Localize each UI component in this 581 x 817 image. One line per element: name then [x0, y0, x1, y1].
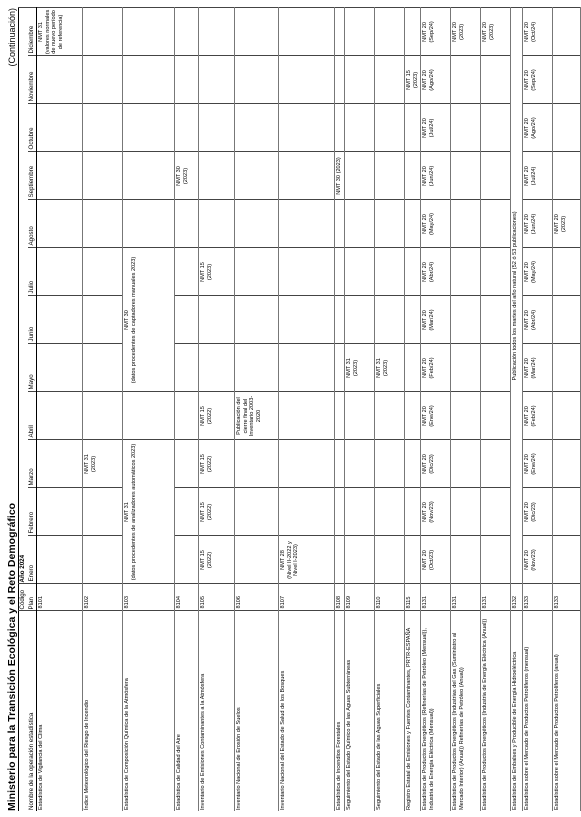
schedule-cell [235, 8, 279, 56]
schedule-cell: NMT 31 (2023) [375, 344, 405, 392]
schedule-cell [481, 56, 511, 104]
schedule-cell [123, 8, 175, 56]
operation-name: Estadística sobre el Mercado de Productos Petrolíferos (mensual) [523, 611, 553, 811]
schedule-cell: NMT 30 (2023) [335, 152, 345, 200]
schedule-cell: NMT 31 (2023) [345, 344, 375, 392]
schedule-cell [279, 8, 335, 56]
schedule-cell [175, 488, 199, 536]
schedule-cell [481, 152, 511, 200]
schedule-cell [345, 8, 375, 56]
schedule-cell: NMT 20 (2023) [553, 200, 581, 248]
schedule-cell [123, 56, 175, 104]
schedule-cell [123, 392, 175, 440]
schedule-cell: NMT 20 (2023) [481, 8, 511, 56]
schedule-cell [405, 200, 421, 248]
schedule-cell [345, 104, 375, 152]
schedule-cell: NMT 15 (2023) [405, 56, 421, 104]
schedule-cell [37, 56, 83, 104]
operation-name: Estadística de Calidad del Aire [175, 611, 199, 811]
schedule-cell [83, 104, 123, 152]
schedule-cell [235, 488, 279, 536]
operation-name: Seguimiento del Estado de las Aguas Superficiales [375, 611, 405, 811]
schedule-cell [481, 344, 511, 392]
schedule-cell: NMT 31 (valores normales de nuevo período de referencia) [37, 8, 83, 56]
schedule-cell [451, 200, 481, 248]
schedule-cell: NMT 20 (Oct/23) [421, 536, 451, 584]
schedule-cell: NMT 30 (datos procedentes de captadores manuales 2023) [123, 248, 175, 392]
schedule-cell [553, 8, 581, 56]
schedule-cell: NMT 20 (Mar/24) [421, 296, 451, 344]
schedule-cell [175, 248, 199, 296]
schedule-cell [83, 488, 123, 536]
operation-name: Estadística de Productos Energéticos (Industria de Energía Eléctrica (Anual)) [481, 611, 511, 811]
plan-code: 8131 [481, 584, 511, 611]
schedule-cell [335, 488, 345, 536]
operation-name: Seguimiento del Estado Químico de las Aguas Subterráneas [345, 611, 375, 811]
month-header: Diciembre [28, 8, 37, 56]
schedule-cell: NMT 20 (2023) [451, 8, 481, 56]
schedule-cell [405, 488, 421, 536]
schedule-cell: NMT 31 (2023) [83, 440, 123, 488]
schedule-cell [481, 392, 511, 440]
schedule-cell [375, 392, 405, 440]
schedule-cell [279, 104, 335, 152]
schedule-cell [199, 200, 235, 248]
schedule-cell: NMT 20 (Abr/24) [523, 296, 553, 344]
header-row-1 [19, 8, 28, 811]
month-header: Octubre [28, 104, 37, 152]
schedule-cell [37, 296, 83, 344]
operation-name: Inventario de Emisiones Contaminantes a la Atmósfera [199, 611, 235, 811]
schedule-cell [83, 248, 123, 296]
month-header: Agosto [28, 200, 37, 248]
schedule-cell [83, 392, 123, 440]
schedule-cell [175, 200, 199, 248]
table-row [279, 8, 335, 811]
table-row [553, 8, 581, 811]
schedule-cell [335, 536, 345, 584]
schedule-cell [375, 104, 405, 152]
schedule-cell: NMT 20 (Nov/23) [421, 488, 451, 536]
schedule-cell: NMT 20 (Oct/24) [523, 8, 553, 56]
schedule-cell: NMT 20 (Sep/24) [421, 8, 451, 56]
schedule-cell [345, 440, 375, 488]
operation-name: Estadística de Incendios Forestales [335, 611, 345, 811]
schedule-cell [37, 200, 83, 248]
schedule-cell: NMT 15 (2022) [199, 392, 235, 440]
schedule-cell [235, 440, 279, 488]
schedule-cell [375, 488, 405, 536]
month-header: Septiembre [28, 152, 37, 200]
schedule-cell [481, 536, 511, 584]
schedule-cell [37, 152, 83, 200]
schedule-cell [37, 104, 83, 152]
schedule-cell [345, 248, 375, 296]
schedule-cell [553, 248, 581, 296]
plan-code: 8108 [335, 584, 345, 611]
table-row [199, 8, 235, 811]
schedule-cell [481, 104, 511, 152]
table-row [235, 8, 279, 811]
schedule-cell: NMT 20 (Jul/24) [523, 152, 553, 200]
year-header: Año 2024 [19, 8, 28, 584]
table-row [345, 8, 375, 811]
code-header [19, 584, 28, 611]
schedule-cell [451, 536, 481, 584]
table-body [37, 8, 581, 811]
name-header: Nombre de la operación estadística [19, 611, 37, 811]
schedule-cell [335, 8, 345, 56]
schedule-cell: NMT 20 (Ago/24) [523, 104, 553, 152]
schedule-cell [37, 248, 83, 296]
plan-code: 8115 [405, 584, 421, 611]
schedule-cell [553, 392, 581, 440]
schedule-cell [279, 440, 335, 488]
schedule-cell [279, 392, 335, 440]
schedule-cell [553, 440, 581, 488]
operation-name: Índice Meteorológico del Riesgo de Incendio [83, 611, 123, 811]
schedule-cell [405, 296, 421, 344]
plan-code: 8107 [279, 584, 335, 611]
schedule-cell [345, 488, 375, 536]
schedule-cell [175, 8, 199, 56]
schedule-cell [345, 536, 375, 584]
schedule-cell [199, 104, 235, 152]
table-row [335, 8, 345, 811]
schedule-cell [375, 248, 405, 296]
schedule-cell [375, 8, 405, 56]
schedule-cell: NMT 20 (Ago/24) [421, 56, 451, 104]
plan-code: 8131 [421, 584, 451, 611]
schedule-cell [199, 296, 235, 344]
schedule-cell [375, 536, 405, 584]
schedule-cell [335, 56, 345, 104]
plan-code: 8110 [375, 584, 405, 611]
code-header-line1: Código [19, 589, 26, 610]
schedule-cell [175, 536, 199, 584]
schedule-cell [335, 344, 345, 392]
span-cell: Publicación todos los martes del año natural (52 ó 53 publicaciones) [511, 8, 523, 584]
schedule-cell: NMT 20 (Jun/24) [421, 152, 451, 200]
schedule-cell [37, 344, 83, 392]
table-row [83, 8, 123, 811]
schedule-cell [123, 104, 175, 152]
schedule-cell [279, 200, 335, 248]
plan-code: 8109 [345, 584, 375, 611]
schedule-cell [279, 152, 335, 200]
schedule-cell [175, 56, 199, 104]
schedule-cell [405, 104, 421, 152]
month-header: Noviembre [28, 56, 37, 104]
schedule-cell: NMT 20 (Dic/23) [421, 440, 451, 488]
schedule-cell [235, 104, 279, 152]
schedule-cell [405, 440, 421, 488]
schedule-cell [451, 488, 481, 536]
schedule-cell [279, 488, 335, 536]
schedule-cell [375, 440, 405, 488]
schedule-cell [451, 56, 481, 104]
schedule-cell [279, 344, 335, 392]
schedule-cell [175, 344, 199, 392]
schedule-cell [335, 200, 345, 248]
plan-code: 8131 [451, 584, 481, 611]
table-row [421, 8, 451, 811]
plan-code: 8102 [83, 584, 123, 611]
schedule-cell [405, 152, 421, 200]
plan-code: 8106 [235, 584, 279, 611]
schedule-cell [481, 200, 511, 248]
schedule-cell [451, 104, 481, 152]
plan-code: 8133 [553, 584, 581, 611]
month-header: Marzo [28, 440, 37, 488]
schedule-cell [335, 392, 345, 440]
plan-code: 8105 [199, 584, 235, 611]
page-title: Ministerio para la Transición Ecológica y el Reto Demográfico [6, 502, 18, 811]
schedule-cell [553, 344, 581, 392]
schedule-cell [451, 152, 481, 200]
table-row [123, 8, 175, 811]
schedule-cell [37, 440, 83, 488]
schedule-cell [553, 488, 581, 536]
schedule-cell [235, 200, 279, 248]
schedule-cell [451, 440, 481, 488]
schedule-cell [83, 152, 123, 200]
schedule-cell: NMT 30 (2023) [175, 152, 199, 200]
month-header: Enero [28, 536, 37, 584]
schedule-cell [451, 344, 481, 392]
table-row [375, 8, 405, 811]
schedule-cell [481, 248, 511, 296]
table-row [523, 8, 553, 811]
schedule-cell [481, 296, 511, 344]
schedule-cell: Publicación del cierre final del Inventario 2003-2020 [235, 392, 279, 440]
schedule-cell [199, 56, 235, 104]
schedule-cell: NMT 20 (Ene/24) [421, 392, 451, 440]
schedule-cell [175, 440, 199, 488]
schedule-cell: NMT 20 (Jun/24) [523, 200, 553, 248]
table-row [37, 8, 83, 811]
schedule-cell [553, 296, 581, 344]
schedule-table [18, 7, 581, 811]
schedule-cell [235, 344, 279, 392]
plan-code: 8101 [37, 584, 83, 611]
schedule-cell [345, 296, 375, 344]
operation-name: Estadística de Embalses y Producible de Energía Hidroeléctrica [511, 611, 523, 811]
operation-name: Estadística de Composición Química de la Atmósfera [123, 611, 175, 811]
operation-name: Estadística de Vigilancia del Clima [37, 611, 83, 811]
schedule-cell [405, 8, 421, 56]
schedule-cell: NMT 20 (Nov/23) [523, 536, 553, 584]
schedule-cell: NMT 20 (May/24) [523, 248, 553, 296]
schedule-cell: NMT 20 (Feb/24) [523, 392, 553, 440]
schedule-cell: NMT 20 (Abr/24) [421, 248, 451, 296]
schedule-cell [279, 248, 335, 296]
schedule-cell: NMT 28 (Nivel II-2022 y Nivel I-2023) [279, 536, 335, 584]
schedule-cell: NMT 20 (Sep/24) [523, 56, 553, 104]
schedule-cell [451, 392, 481, 440]
schedule-cell: NMT 15 (2023) [199, 248, 235, 296]
operation-name: Registro Estatal de Emisiones y Fuentes Contaminantes, PRTR-ESPAÑA [405, 611, 421, 811]
schedule-cell [175, 104, 199, 152]
schedule-cell [553, 152, 581, 200]
schedule-cell [37, 392, 83, 440]
schedule-cell [375, 152, 405, 200]
operation-name: Estadística sobre el Mercado de Productos Petrolíferos (anual) [553, 611, 581, 811]
schedule-cell [405, 344, 421, 392]
month-header: Junio [28, 296, 37, 344]
schedule-cell [405, 392, 421, 440]
operation-name: Estadística de Productos Energéticos (Industrias del Gas (Suministro al Mercado Interior) (Anual)) Refinerías de Petróleo (Anual)) [451, 611, 481, 811]
month-header: Febrero [28, 488, 37, 536]
schedule-cell [279, 56, 335, 104]
schedule-cell: NMT 31 (datos procedentes de analizadores automáticos 2023) [123, 440, 175, 584]
schedule-cell [375, 296, 405, 344]
schedule-cell [235, 536, 279, 584]
schedule-cell [235, 296, 279, 344]
schedule-cell [345, 56, 375, 104]
schedule-cell [553, 536, 581, 584]
plan-header: Plan [28, 584, 37, 611]
schedule-cell [235, 152, 279, 200]
schedule-cell [83, 536, 123, 584]
table-row [451, 8, 481, 811]
continuation-label: (Continuación) [7, 8, 17, 67]
schedule-cell [345, 200, 375, 248]
schedule-cell [235, 56, 279, 104]
schedule-cell [37, 488, 83, 536]
schedule-cell [553, 104, 581, 152]
schedule-cell: NMT 20 (May/24) [421, 200, 451, 248]
schedule-cell [335, 296, 345, 344]
schedule-cell [83, 296, 123, 344]
operation-name: Inventario Nacional de Erosión de Suelos [235, 611, 279, 811]
schedule-cell: NMT 15 (2022) [199, 536, 235, 584]
schedule-cell [451, 248, 481, 296]
schedule-cell [83, 56, 123, 104]
table-row [481, 8, 511, 811]
schedule-cell [405, 536, 421, 584]
schedule-cell [175, 392, 199, 440]
schedule-cell: NMT 20 (Ene/24) [523, 440, 553, 488]
schedule-cell [335, 440, 345, 488]
schedule-cell [335, 248, 345, 296]
schedule-cell [83, 200, 123, 248]
schedule-cell: NMT 20 (Jul/24) [421, 104, 451, 152]
month-header: Mayo [28, 344, 37, 392]
table-row [511, 8, 523, 811]
schedule-cell [335, 104, 345, 152]
schedule-cell: NMT 15 (2022) [199, 488, 235, 536]
schedule-cell [451, 296, 481, 344]
schedule-cell [83, 8, 123, 56]
table-row [175, 8, 199, 811]
schedule-cell [199, 152, 235, 200]
schedule-cell [37, 536, 83, 584]
plan-code: 8104 [175, 584, 199, 611]
schedule-cell [235, 248, 279, 296]
schedule-cell [123, 200, 175, 248]
schedule-cell [345, 392, 375, 440]
table-row [405, 8, 421, 811]
schedule-cell [553, 56, 581, 104]
schedule-cell [375, 200, 405, 248]
schedule-cell [345, 152, 375, 200]
schedule-cell: NMT 20 (Feb/24) [421, 344, 451, 392]
schedule-cell [175, 296, 199, 344]
plan-code: 8103 [123, 584, 175, 611]
schedule-cell: NMT 15 (2022) [199, 440, 235, 488]
operation-name: Estadística de Productos Energéticos (Refinerías de Petróleo (Mensual)), Industria de Energía Eléctrica (Mensual)) [421, 611, 451, 811]
plan-code: 8132 [511, 584, 523, 611]
schedule-cell [123, 152, 175, 200]
schedule-cell [83, 344, 123, 392]
schedule-cell [481, 488, 511, 536]
schedule-cell [375, 56, 405, 104]
month-header: Abril [28, 392, 37, 440]
schedule-cell: NMT 20 (Dic/23) [523, 488, 553, 536]
plan-code: 8133 [523, 584, 553, 611]
schedule-cell: NMT 20 (Mar/24) [523, 344, 553, 392]
schedule-cell [199, 344, 235, 392]
month-header: Julio [28, 248, 37, 296]
schedule-cell [405, 248, 421, 296]
schedule-cell [279, 296, 335, 344]
schedule-cell [481, 440, 511, 488]
schedule-cell [199, 8, 235, 56]
operation-name: Inventario Nacional del Estado de Salud de los Bosques [279, 611, 335, 811]
